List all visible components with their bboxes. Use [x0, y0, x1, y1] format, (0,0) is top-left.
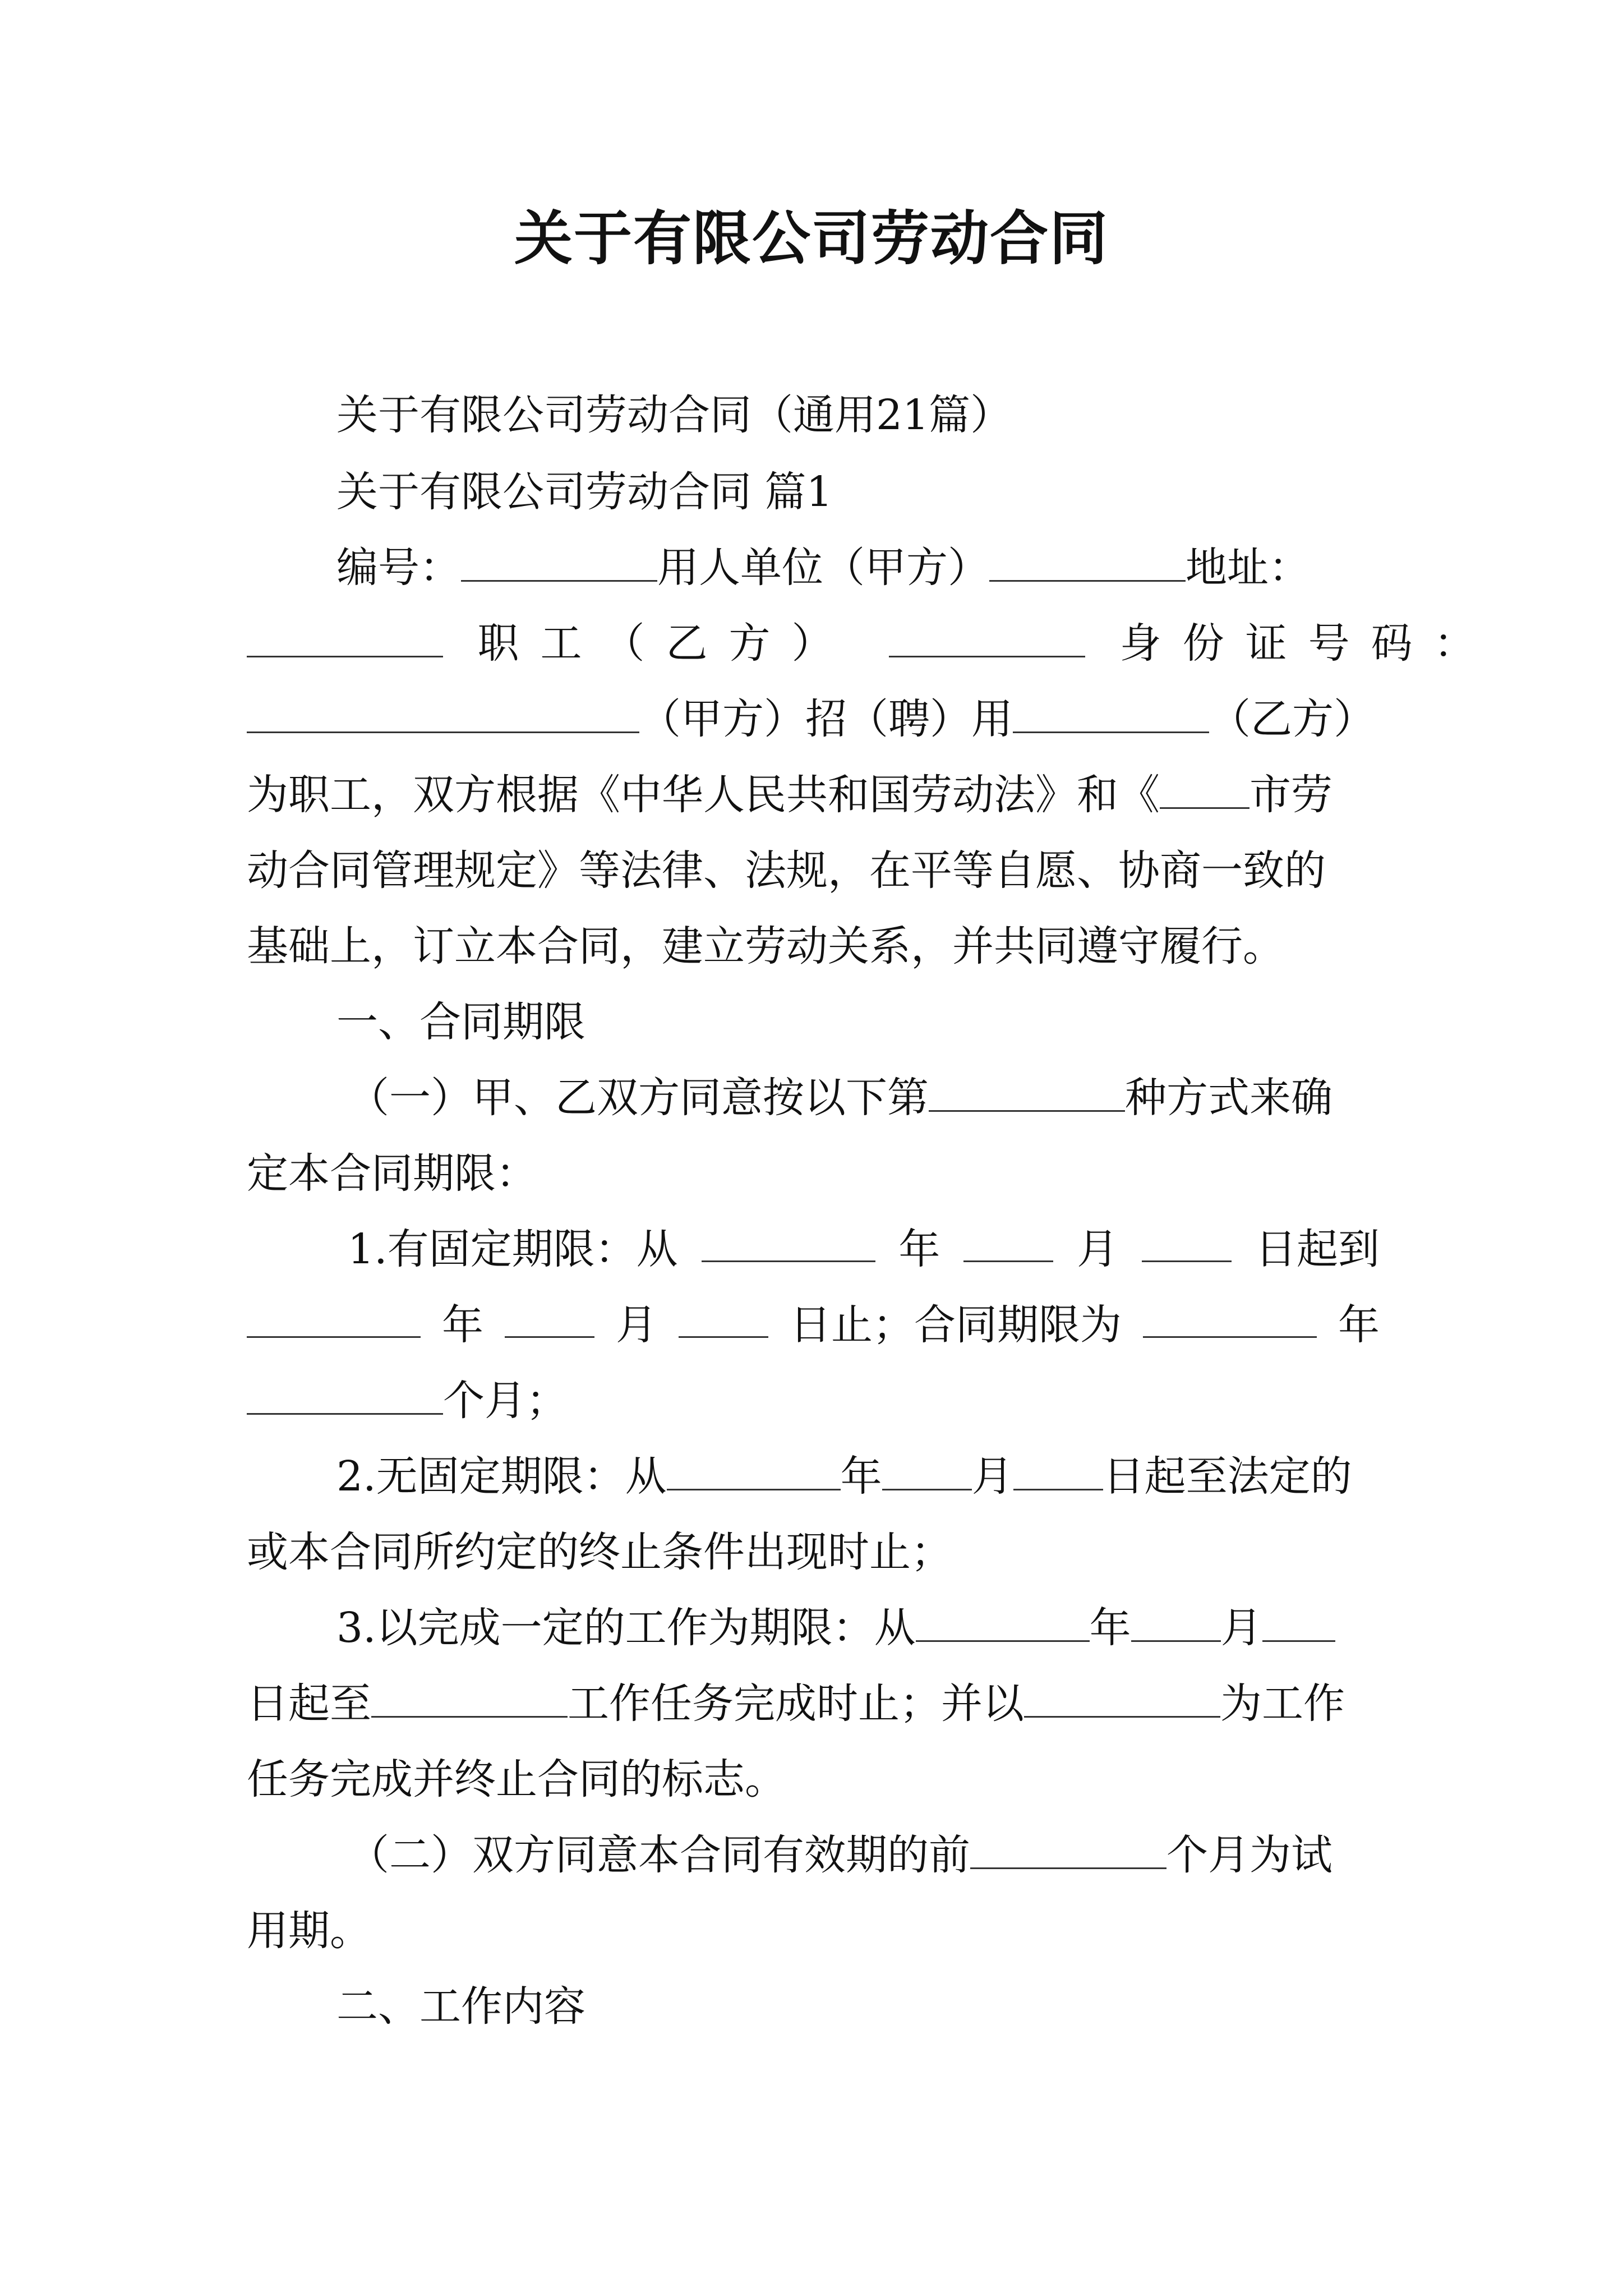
blank-field [963, 1221, 1053, 1262]
blank-field [679, 1297, 768, 1338]
item-line [336, 1448, 1380, 1504]
text: （甲方）招（聘）用 [639, 695, 1013, 743]
blank-field [1262, 1601, 1335, 1642]
text: 2.无固定期限：从 [336, 1452, 667, 1501]
item-line [247, 1373, 1380, 1429]
section-heading: 二、工作内容 [336, 1982, 585, 2031]
blank-field [889, 616, 1085, 657]
text: 为工作 [1220, 1680, 1345, 1728]
blank-field [1143, 1297, 1317, 1338]
text: 年 [898, 1225, 940, 1273]
text: 日起至 [247, 1680, 371, 1728]
text: 职工（乙方） [477, 619, 855, 668]
blank-field [1142, 1221, 1232, 1262]
text: 用人单位（甲方） [657, 544, 989, 592]
text: 日起至法定的 [1103, 1452, 1352, 1501]
blank-field [1013, 692, 1209, 733]
item-line [247, 1676, 1380, 1732]
text: （二）双方同意本合同有效期的前 [348, 1831, 970, 1879]
para-employee-line [247, 615, 1497, 671]
item-line: 任务完成并终止合同的标志。 [247, 1755, 786, 1803]
blank-field [371, 1677, 568, 1718]
item-line [336, 1600, 1380, 1656]
text: 月 [1220, 1604, 1262, 1652]
blank-field [916, 1601, 1090, 1642]
para-line [348, 1070, 1380, 1126]
text: 月 [971, 1452, 1013, 1501]
text: （一）甲、乙双方同意按以下第 [348, 1074, 929, 1122]
text: 月 [1077, 1225, 1119, 1273]
blank-field [667, 1450, 841, 1490]
para-line: 定本合同期限： [247, 1149, 537, 1198]
text: 日止；合同期限为 [790, 1301, 1122, 1349]
text: 工作任务完成时止；并以 [568, 1680, 1024, 1728]
text: 身份证号码： [1119, 619, 1497, 668]
blank-field [702, 1221, 875, 1262]
para-line: 动合同管理规定》等法律、法规，在平等自愿、协商一致的 [247, 846, 1326, 895]
blank-field [461, 541, 657, 582]
text: 为职工，双方根据《中华人民共和国劳动法》和《 [247, 771, 1160, 819]
text: 地址： [1186, 544, 1310, 592]
text: 种方式来确 [1125, 1074, 1332, 1122]
para-line [247, 767, 1380, 823]
document-subtitle: 关于有限公司劳动合同（通用21篇） [336, 391, 1012, 439]
item-line [348, 1221, 1380, 1277]
text: 1.有固定期限：从 [348, 1225, 678, 1273]
item-line: 或本合同所约定的终止条件出现时止； [247, 1528, 952, 1576]
blank-field [1024, 1677, 1220, 1718]
blank-field [247, 616, 443, 657]
text: 年 [1338, 1301, 1380, 1349]
para-number-line [336, 540, 1380, 596]
blank-field [247, 692, 639, 733]
para-hire-line [247, 691, 1380, 747]
section-heading: 一、合同期限 [336, 998, 585, 1046]
text: 年 [442, 1301, 483, 1349]
blank-field [882, 1450, 972, 1490]
item-line [247, 1297, 1380, 1353]
para-line [348, 1827, 1380, 1883]
document-title: 关于有限公司劳动合同 [514, 204, 1109, 273]
blank-field [505, 1297, 594, 1338]
text: 个月； [443, 1377, 568, 1425]
chapter-heading: 关于有限公司劳动合同 篇1 [336, 468, 833, 516]
blank-field [1131, 1601, 1221, 1642]
blank-field [970, 1828, 1166, 1869]
text: 年 [840, 1452, 882, 1501]
text: 月 [616, 1301, 657, 1349]
text: 市劳 [1249, 771, 1332, 819]
blank-field [1013, 1450, 1103, 1490]
text: 个月为试 [1166, 1831, 1332, 1879]
text: （乙方） [1209, 695, 1375, 743]
blank-field [247, 1374, 443, 1415]
text: 编号： [336, 544, 461, 592]
blank-field [1160, 768, 1249, 809]
blank-field [929, 1071, 1125, 1112]
para-line: 基础上，订立本合同，建立劳动关系，并共同遵守履行。 [247, 922, 1284, 970]
blank-field [989, 541, 1186, 582]
blank-field [247, 1297, 421, 1338]
text: 3.以完成一定的工作为期限：从 [336, 1604, 916, 1652]
text: 日起到 [1255, 1225, 1380, 1273]
text: 年 [1089, 1604, 1131, 1652]
para-line: 用期。 [247, 1907, 371, 1955]
